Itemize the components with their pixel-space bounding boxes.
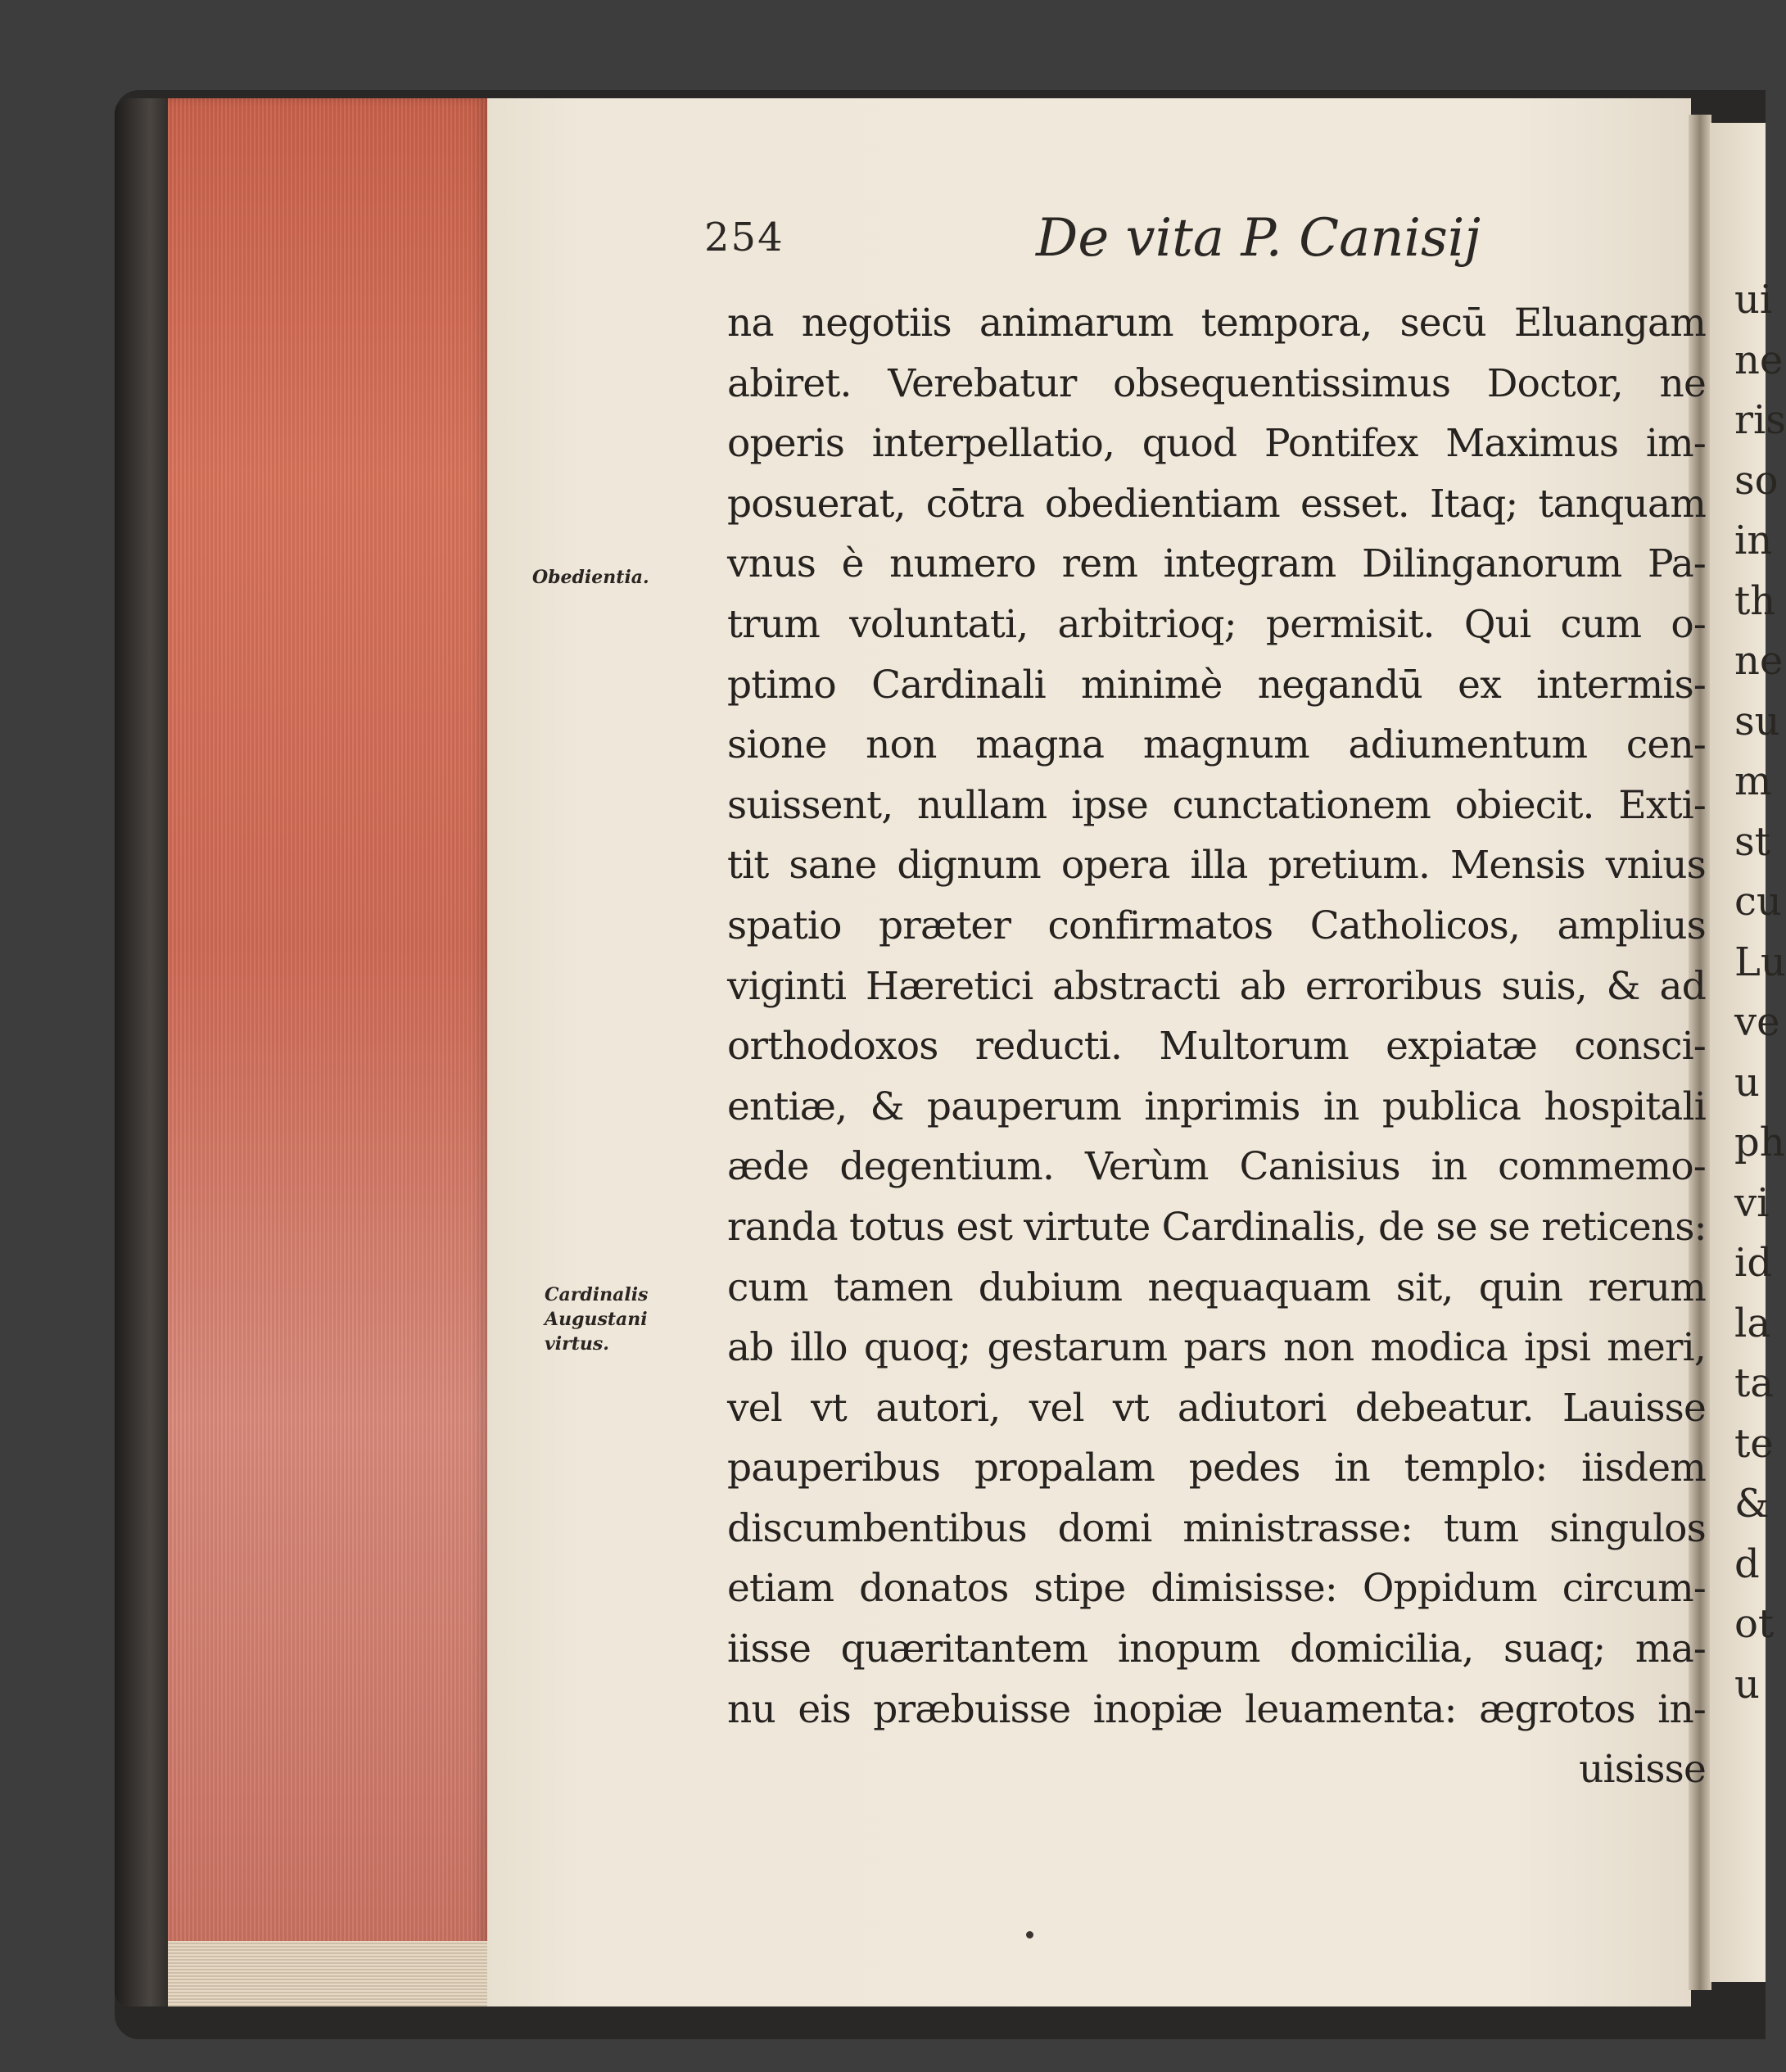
margin-note-line: Cardinalis bbox=[545, 1284, 649, 1305]
text-line: tit sane dignum opera illa pretium. Mensis vnius bbox=[727, 843, 1706, 889]
text-line: discumbentibus domi ministrasse: tum singulos bbox=[727, 1505, 1706, 1551]
text-line: trum voluntati, arbitrioq; permisit. Qui cum o- bbox=[727, 601, 1706, 647]
margin-note-line: virtus. bbox=[545, 1333, 609, 1355]
text-line: viginti Hæretici abstracti ab erroribus suis, & ad bbox=[727, 963, 1706, 1009]
margin-note-line: Augustani bbox=[545, 1309, 648, 1330]
cover-edge bbox=[115, 98, 174, 2006]
ink-dot bbox=[1026, 1931, 1033, 1939]
page-number: 254 bbox=[704, 215, 784, 260]
facing-page-fragments: ui ne ris so in th ne su m st cu Lu ve u ph vi id la ta te & d ot u bbox=[1734, 277, 1786, 1708]
text-line: posuerat, cōtra obedientiam esset. Itaq; tanquam bbox=[727, 481, 1706, 527]
body-text bbox=[727, 293, 1706, 1800]
red-page-edges bbox=[168, 98, 487, 1982]
text-line: suissent, nullam ipse cunctationem obiecit. Exti- bbox=[727, 782, 1706, 828]
text-line: cum tamen dubium nequaquam sit, quin rerum bbox=[727, 1264, 1706, 1310]
margin-note-cardinalis bbox=[545, 1283, 648, 1356]
page-header bbox=[704, 208, 1564, 272]
text-line: ab illo quoq; gestarum pars non modica ipsi meri, bbox=[727, 1325, 1706, 1371]
text-line: entiæ, & pauperum inprimis in publica hospitali bbox=[727, 1084, 1706, 1129]
text-line: operis interpellatio, quod Pontifex Maximus im- bbox=[727, 421, 1706, 467]
text-line: na negotiis animarum tempora, secū Eluangam bbox=[727, 301, 1706, 346]
text-line: abiret. Verebatur obsequentissimus Doctor, ne bbox=[727, 360, 1706, 406]
text-line: sione non magna magnum adiumentum cen- bbox=[727, 722, 1706, 768]
text-line: pauperibus propalam pedes in templo: iisdem bbox=[727, 1445, 1706, 1491]
catchword: uisisse bbox=[1579, 1747, 1706, 1793]
text-line: orthodoxos reducti. Multorum expiatæ consci- bbox=[727, 1024, 1706, 1070]
text-line: ptimo Cardinali minimè negandū ex intermis- bbox=[727, 662, 1706, 708]
text-line: nu eis præbuisse inopiæ leuamenta: ægrotos in- bbox=[727, 1686, 1706, 1732]
margin-note-obedientia: Obedientia. bbox=[532, 567, 649, 588]
text-line: randa totus est virtute Cardinalis, de se se reticens: bbox=[727, 1204, 1707, 1250]
text-line: spatio præter confirmatos Catholicos, amplius bbox=[727, 903, 1706, 948]
page-edges-bottom bbox=[168, 1941, 491, 2006]
running-head: De vita P. Canisij bbox=[1036, 208, 1481, 269]
text-line: etiam donatos stipe dimisisse: Oppidum circum- bbox=[727, 1566, 1706, 1612]
text-line: æde degentium. Verùm Canisius in commemo- bbox=[727, 1144, 1706, 1190]
text-line: vnus è numero rem integram Dilinganorum Pa- bbox=[727, 541, 1706, 587]
text-line: iisse quæritantem inopum domicilia, suaq; ma- bbox=[727, 1626, 1706, 1672]
text-line: vel vt autori, vel vt adiutori debeatur. Lauisse bbox=[727, 1385, 1706, 1431]
